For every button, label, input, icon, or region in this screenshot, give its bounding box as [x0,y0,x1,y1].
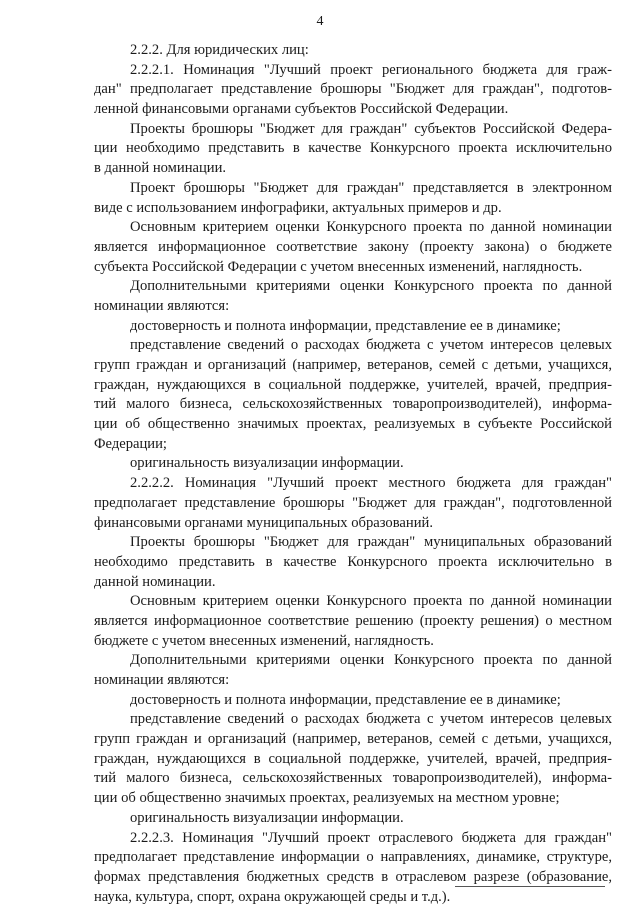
document-body [94,41,612,907]
text-line: наука, культура, спорт, охрана окружающей среды и т.д.). [94,888,451,905]
text-line: Основным критерием оценки Конкурсного проекта по данной номинации [130,593,612,610]
text-line: оригинальность визуализации информации. [130,809,404,826]
text-line: ции об общественно значимых проектах, реализуемых на местном уровне; [94,790,560,807]
text-line: оригинальность визуализации информации. [130,455,404,472]
text-line: 2.2.2. Для юридических лиц: [130,42,309,58]
text-line: достоверность и полнота информации, представление ее в динамике; [130,691,561,708]
text-line: Проекты брошюры "Бюджет для граждан" муниципальных образований [130,534,612,551]
text-line: в данной номинации. [94,160,227,177]
text-line: является информационное соответствие закону (проекту закона) о бюджете [94,238,612,255]
text-line: достоверность и полнота информации, представление ее в динамике; [130,317,561,334]
text-line: Проект брошюры "Бюджет для граждан" представляется в электронном [130,179,612,196]
page-number: 4 [316,14,324,29]
text-line: ленной финансовыми органами субъектов Российской Федерации. [94,101,509,118]
text-line: Дополнительными критериями оценки Конкурсного проекта по данной [130,278,612,295]
text-line: групп граждан и организаций (например, ветеранов, семей с детьми, учащихся, [94,357,612,373]
text-line: ции необходимо представить в качестве Конкурсного проекта исключительно [94,140,612,157]
text-line: Проекты брошюры "Бюджет для граждан" субъектов Российской Федера- [130,120,612,137]
text-line: 2.2.2.2. Номинация "Лучший проект местного бюджета для граждан" [130,475,612,492]
text-line: предполагает представление информации о направлениях, динамике, структуре, [94,849,612,866]
text-line: предполагает представление брошюры "Бюджет для граждан", подготовленной [94,494,612,511]
footer-rule [455,886,605,887]
text-line: дан" предполагает представление брошюры "Бюджет для граждан", подготов- [94,81,612,98]
text-line: тий малого бизнеса, сельскохозяйственных товаропроизводителей), информа- [94,770,612,787]
text-line: финансовыми органами муниципальных образований. [94,514,433,531]
text-line: 2.2.2.1. Номинация "Лучший проект регионального бюджета для граж- [130,61,612,78]
text-line: Основным критерием оценки Конкурсного проекта по данной номинации [130,219,612,236]
text-line: Дополнительными критериями оценки Конкурсного проекта по данной [130,652,612,669]
text-line: групп граждан и организаций (например, ветеранов, семей с детьми, учащихся, [94,731,612,748]
text-line: необходимо представить в качестве Конкурсного проекта исключительно в [94,553,612,570]
text-line: бюджете с учетом внесенных изменений, наглядность. [94,632,434,649]
text-line: граждан, нуждающихся в социальной поддержке, учителей, врачей, предприя- [94,376,612,393]
text-line: представление сведений о расходах бюджета с учетом интересов целевых [130,337,612,354]
text-line: представление сведений о расходах бюджета с учетом интересов целевых [130,711,612,728]
text-line: виде с использованием инфографики, актуальных примеров и др. [94,199,502,216]
text-line: 2.2.2.3. Номинация "Лучший проект отраслевого бюджета для граждан" [130,829,612,846]
text-line: субъекта Российской Федерации с учетом внесенных изменений, наглядность. [94,258,583,275]
text-line: ции об общественно значимых проектах, реализуемых в субъекте Российской [94,416,612,433]
text-line: является информационное соответствие решению (проекту решения) о местном [94,612,612,629]
text-line: номинации являются: [94,672,230,688]
text-line: граждан, нуждающихся в социальной поддержке, учителей, врачей, предприя- [94,750,612,767]
text-line: Федерации; [94,435,167,452]
text-line: номинации являются: [94,297,230,314]
text-line: формах представления бюджетных средств в отраслевом разрезе (образование, [94,868,612,885]
text-line: тий малого бизнеса, сельскохозяйственных товаропроизводителей), информа- [94,396,612,413]
text-line: данной номинации. [94,573,216,590]
